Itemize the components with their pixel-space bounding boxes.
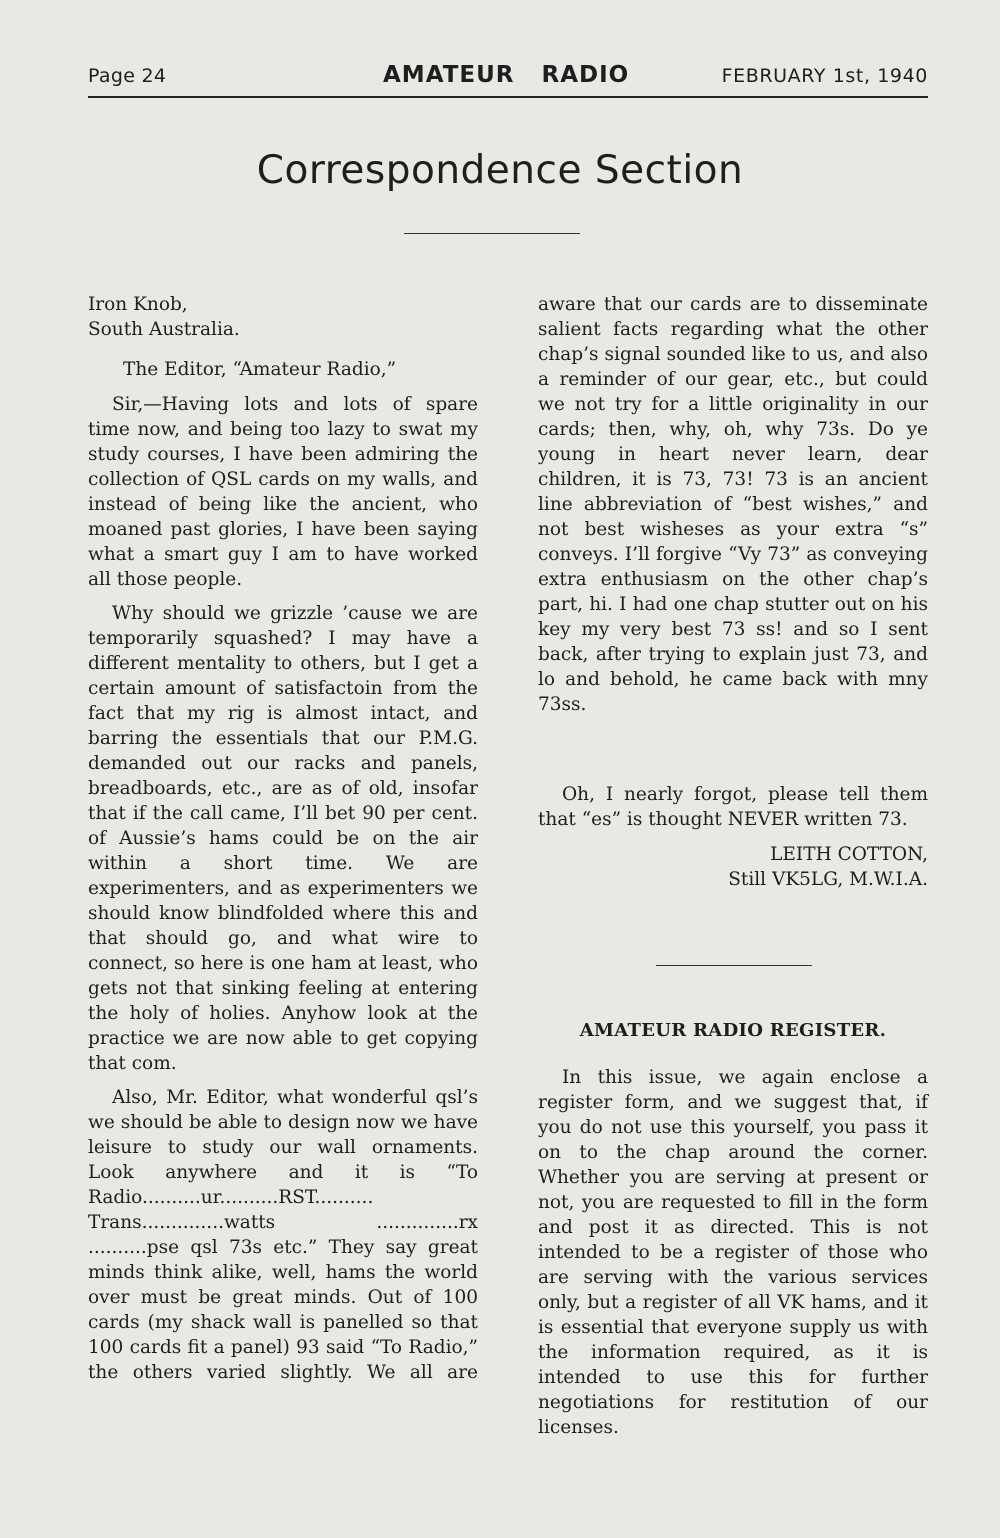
letter-paragraph-3-continued — [538, 292, 928, 767]
letter-column-right — [538, 292, 928, 892]
page-number: Page 24 — [88, 65, 167, 87]
page-header — [88, 60, 928, 98]
signature-callsign: Still VK5LG, M.W.I.A. — [728, 869, 928, 890]
letter-column-left — [88, 292, 478, 1385]
issue-date: FEBRUARY 1st, 1940 — [721, 65, 928, 87]
title-divider — [404, 233, 580, 234]
letter-paragraph-3-overflow: aware that our cards are to disseminate salient facts regarding what the other chap’s signal sounded like to us, and also a reminder of our gear, etc., but could we not try for a little originality in our cards; then, why, oh, why 73s. Do ye young in heart never learn, dear children, it is 73, 73! 73 is an ancient line abbreviation of “best wishes,” and not best wisheses as your extra “s” conveys. I’ll forgive “Vy 73” as conveying extra enthusiasm on the other chap’s part, hi. I had one chap stutter out on his key my very best 73 ss! and so I sent back, after trying to explain just 73, and lo and behold, he came back with mny 73ss. — [538, 294, 928, 715]
section-title: Correspondence Section — [256, 148, 744, 193]
salutation: The Editor, “Amateur Radio,” — [123, 359, 397, 380]
address-line-2: South Australia. — [88, 319, 240, 340]
letter-paragraph-1: Sir,—Having lots and lots of spare time now, and being too lazy to swat my study courses, I have been admiring the collection of QSL cards on my walls, and instead of being like the ancient, who moaned past glories, I have been saying what a smart guy I am to have worked all those people. — [88, 394, 478, 590]
letter-paragraph-4: Oh, I nearly forgot, please tell them that “es” is thought NEVER written 73. — [538, 784, 928, 830]
register-divider — [656, 965, 812, 966]
signature-name: LEITH COTTON, — [770, 844, 928, 865]
letter-paragraph-2: Why should we grizzle ’cause we are temporarily squashed? I may have a different mentality to others, but I get a certain amount of satisfactoin from the fact that my rig is almost intact, and barring the essentials that our P.M.G. demanded out our racks and panels, breadboards, etc., are as of old, insofar that if the call came, I’ll bet 90 per cent. of Aussie’s hams could be on the air within a short time. We are experimenters, and as experimenters we should know blindfolded where this and that should go, and what wire to connect, so here is one ham at least, who gets not that sinking feeling at entering the holy of holies. Anyhow look at the practice we are now able to get copying that com. — [88, 603, 478, 1074]
register-heading: AMATEUR RADIO REGISTER. — [579, 1020, 887, 1041]
register-text: In this issue, we again enclose a register form, and we suggest that, if you do not use this yourself, you pass it on to the chap around the corner. Whether you are serving at present or not, you are requested to fill in the form and post it as directed. This is not intended to be a register of those who are serving with the various services only, but a register of all VK hams, and it is essential that everyone supply us with the information required, as it is intended to use this for further negotiations for restitution of our licenses. — [538, 1067, 928, 1438]
letter-paragraph-3: Also, Mr. Editor, what wonderful qsl’s we should be able to design now we have leisure to study our wall ornaments. Look anywhere and it is “To Radio..........ur..........RST.......... Trans..............watts ..............rx ..........pse qsl 73s etc.” They say great minds think alike, well, hams the world over must be great minds. Out of 100 cards (my shack wall is panelled so that 100 cards fit a panel) 93 said “To Radio,” the others varied slightly. We all are — [88, 1087, 478, 1383]
address-line-1: Iron Knob, — [88, 294, 188, 315]
magazine-title: AMATEUR RADIO — [383, 62, 630, 88]
register-section — [538, 1018, 928, 1440]
